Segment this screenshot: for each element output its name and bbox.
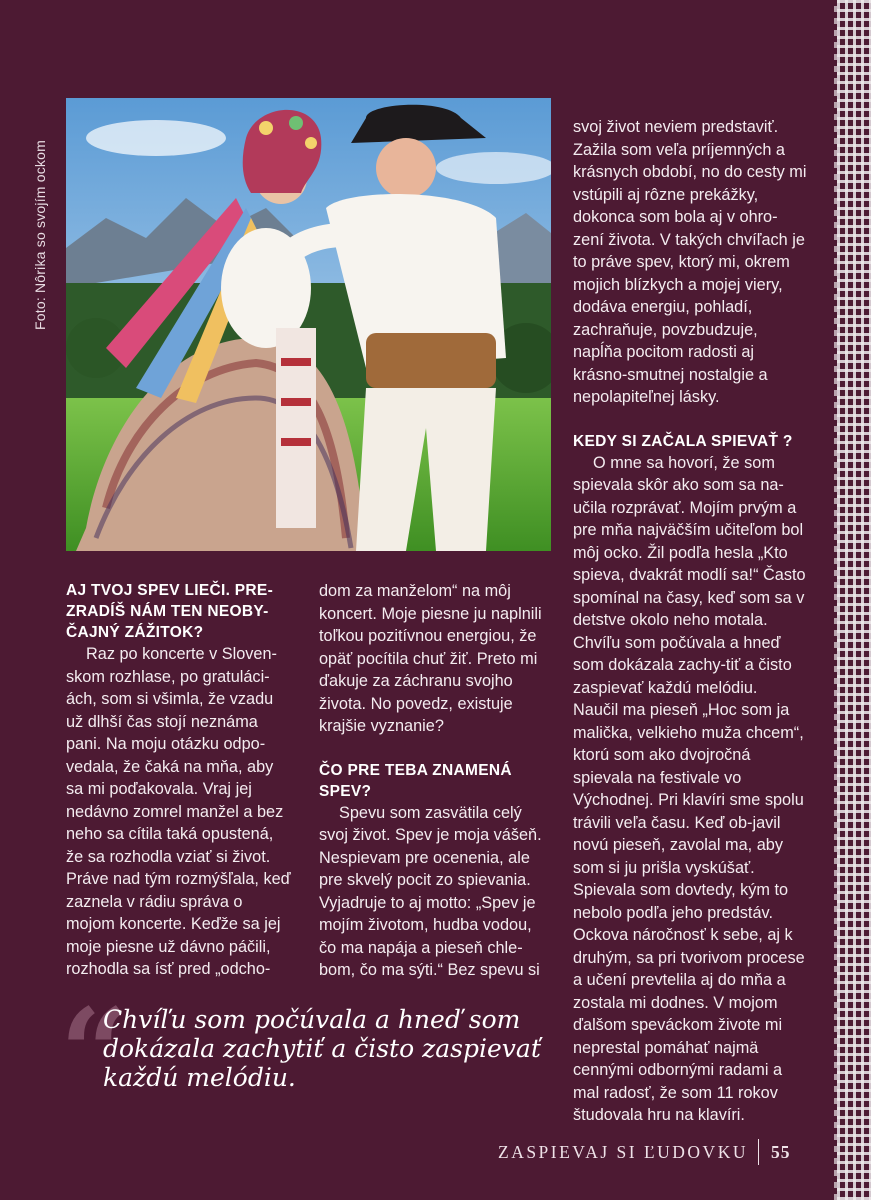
article-column-1: [66, 580, 292, 981]
section-heading: AJ TVOJ SPEV LIEČI. PRE-ZRADÍŠ NÁM TEN NEOBY-ČAJNÝ ZÁŽITOK?: [66, 582, 274, 641]
quote-mark-icon: “: [60, 982, 130, 1123]
footer-divider: [758, 1139, 759, 1165]
section-heading: ČO PRE TEBA ZNAMENÁ SPEV?: [319, 761, 512, 800]
page-number: 55: [770, 1141, 791, 1162]
photo-credit: Foto: Nôrika so svojím ockom: [32, 140, 48, 330]
pull-quote-text: Chvíľu som počúvala a hneď som dokázala zachytiť a čisto zaspievať každú melódiu.: [103, 1005, 541, 1092]
article-column-2: [319, 580, 551, 982]
pull-quote: [60, 982, 541, 1123]
article-photo: [66, 98, 551, 551]
paragraph: svoj život neviem predstaviť. Zažila som veľa príjemných a krásnych období, no do cesty mi vstúpili aj rôzne prekážky, dokonca som bola aj v ohro-zení života. V takých chvíľach je to práve spev, ktorý mi, okrem mojich blízkych a mojej viery, dodáva energiu, pohladí, zachraňuje, povzbudzuje, napĺňa pocitom radosti aj krásno-smutnej nostalgie a nepolapiteľnej lásky.: [573, 118, 807, 406]
section-heading: KEDY SI ZAČALA SPIEVAŤ ?: [573, 432, 793, 450]
paragraph: Spevu som zasvätila celý svoj život. Spev je moja vášeň. Nespievam pre ocenenia, ale pre skvelý pocit zo spievania. Vyjadruje to aj motto: „Spev je mojím životom, hudba vodou, čo ma napája a pieseň chle-bom, čo ma sýti.“ Bez spevu si: [319, 803, 542, 979]
page-footer: [498, 1138, 790, 1166]
article-column-3: [573, 116, 807, 1127]
folk-dancers-photo: [66, 98, 551, 551]
paragraph: O mne sa hovorí, že som spievala skôr ako som sa na-učila rozprávať. Mojím prvým a pre mňa najväčším učiteľom bol môj ocko. Žil podľa hesla „Kto spieva, dvakrát modlí sa!“ Často spomínal na časy, keď som sa v detstve okolo neho motala. Chvíľu som počúvala a hneď som dokázala zachy-tiť a čisto zaspievať každú melódiu. Naučil ma pieseň „Hoc som ja malička, velkieho muža chcem“, ktorú som ako dvojročná spievala na festivale vo Východnej. Pri klavíri sme spolu trávili veľa času. Keď ob-javil novú pieseň, zavolal ma, aby som si ju prišla vyskúšať. Spievala som dovtedy, kým to nebolo podľa jeho predstáv. Ockova náročnosť k sebe, aj k druhým, sa pri tvorivom procese a učení prevtelila aj do mňa a zostala mi dodnes. V mojom ďalšom speváckom živote mi neprestal pomáhať najmä cennými odbornými radami a mal radosť, že som 11 rokov študovala hru na klavíri.: [573, 453, 806, 1124]
paragraph: dom za manželom“ na môj koncert. Moje piesne ju naplnili toľkou pozitívnou energiou, že opäť pocítila chuť žiť. Preto mi ďakuje za záchranu svojho života. No povedz, existuje krajšie vyznanie?: [319, 582, 542, 735]
folk-ornament-border: [837, 0, 871, 1200]
ornament-edge: [834, 0, 837, 1200]
paragraph: Raz po koncerte v Sloven-skom rozhlase, po gratuláci-ách, som si všimla, že vzadu už dlhší čas stojí neznáma pani. Na moju otázku odpo-vedala, že čaká na mňa, aby sa mi poďakovala. Vraj jej nedávno zomrel manžel a bez neho sa cítila taká opustená, že sa rozhodla vziať si život. Práve nad tým rozmýšľala, keď zaznela v rádiu správa o mojom koncerte. Keďže sa jej moje piesne už dávno páčili, rozhodla sa ísť pred „odcho-: [66, 645, 291, 978]
magazine-title: ZASPIEVAJ SI ĽUDOVKU: [498, 1141, 748, 1162]
